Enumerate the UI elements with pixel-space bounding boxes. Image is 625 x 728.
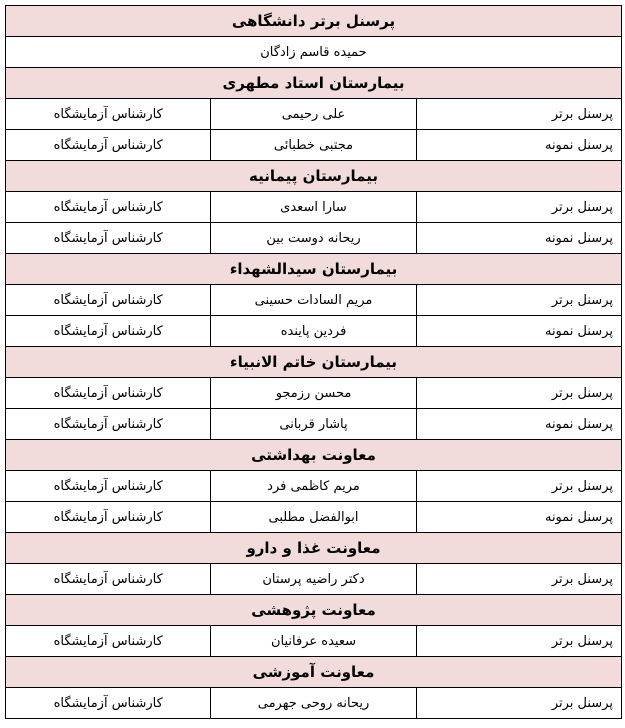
section-name: بیمارستان پیمانیه [6, 161, 622, 192]
person-name-cell: سعیده عرفانیان [211, 626, 416, 657]
job-title-cell: کارشناس آزمایشگاه [6, 378, 211, 409]
job-title-cell: کارشناس آزمایشگاه [6, 626, 211, 657]
award-cell: پرسنل نمونه [416, 130, 621, 161]
person-name-cell: علی رحیمی [211, 99, 416, 130]
section-header-row [6, 440, 622, 471]
section-header-row [6, 161, 622, 192]
job-title-cell: کارشناس آزمایشگاه [6, 130, 211, 161]
section-name: معاونت پژوهشی [6, 595, 622, 626]
job-title-cell: کارشناس آزمایشگاه [6, 502, 211, 533]
staff-table [5, 5, 622, 719]
award-cell: پرسنل برتر [416, 192, 621, 223]
person-name-cell: فردین پاینده [211, 316, 416, 347]
award-cell: پرسنل نمونه [416, 223, 621, 254]
award-cell: پرسنل برتر [416, 688, 621, 719]
person-name-cell: سارا اسعدی [211, 192, 416, 223]
job-title-cell: کارشناس آزمایشگاه [6, 471, 211, 502]
person-name-cell: مجتبی خطبائی [211, 130, 416, 161]
table-row [6, 688, 622, 719]
award-cell: پرسنل برتر [416, 471, 621, 502]
job-title-cell: کارشناس آزمایشگاه [6, 99, 211, 130]
award-cell: پرسنل نمونه [416, 409, 621, 440]
section-name: بیمارستان خاتم الانبیاء [6, 347, 622, 378]
job-title-cell: کارشناس آزمایشگاه [6, 688, 211, 719]
title-row [6, 6, 622, 37]
section-header-row [6, 595, 622, 626]
person-name-cell: ریحانه دوست بین [211, 223, 416, 254]
person-name-cell: پاشار قربانی [211, 409, 416, 440]
table-row [6, 223, 622, 254]
job-title-cell: کارشناس آزمایشگاه [6, 409, 211, 440]
job-title-cell: کارشناس آزمایشگاه [6, 564, 211, 595]
top-person-name: حمیده قاسم زادگان [6, 37, 622, 68]
section-header-row [6, 347, 622, 378]
section-header-row [6, 68, 622, 99]
table-row [6, 130, 622, 161]
person-name-cell: مریم السادات حسینی [211, 285, 416, 316]
table-row [6, 378, 622, 409]
section-header-row [6, 657, 622, 688]
person-name-cell: مریم کاظمی فرد [211, 471, 416, 502]
award-cell: پرسنل برتر [416, 378, 621, 409]
table-row [6, 502, 622, 533]
job-title-cell: کارشناس آزمایشگاه [6, 316, 211, 347]
section-name: معاونت آموزشی [6, 657, 622, 688]
person-name-cell: محسن رزمجو [211, 378, 416, 409]
job-title-cell: کارشناس آزمایشگاه [6, 285, 211, 316]
section-header-row [6, 254, 622, 285]
person-name-cell: ریحانه روحی جهرمی [211, 688, 416, 719]
job-title-cell: کارشناس آزمایشگاه [6, 223, 211, 254]
staff-table-body [6, 6, 622, 719]
person-name-cell: ابوالفضل مطلبی [211, 502, 416, 533]
award-cell: پرسنل نمونه [416, 316, 621, 347]
table-row [6, 409, 622, 440]
award-cell: پرسنل برتر [416, 564, 621, 595]
section-name: معاونت بهداشتی [6, 440, 622, 471]
table-row [6, 285, 622, 316]
table-row [6, 192, 622, 223]
table-row [6, 316, 622, 347]
award-cell: پرسنل برتر [416, 626, 621, 657]
table-title: پرسنل برتر دانشگاهی [6, 6, 622, 37]
award-cell: پرسنل برتر [416, 285, 621, 316]
section-name: بیمارستان استاد مطهری [6, 68, 622, 99]
award-cell: پرسنل نمونه [416, 502, 621, 533]
section-name: معاونت غذا و دارو [6, 533, 622, 564]
award-cell: پرسنل برتر [416, 99, 621, 130]
table-row [6, 471, 622, 502]
section-header-row [6, 533, 622, 564]
section-name: بیمارستان سیدالشهداء [6, 254, 622, 285]
person-name-cell: دکتر راضیه پرستان [211, 564, 416, 595]
table-row [6, 99, 622, 130]
table-row [6, 564, 622, 595]
table-row [6, 626, 622, 657]
top-person-row [6, 37, 622, 68]
job-title-cell: کارشناس آزمایشگاه [6, 192, 211, 223]
